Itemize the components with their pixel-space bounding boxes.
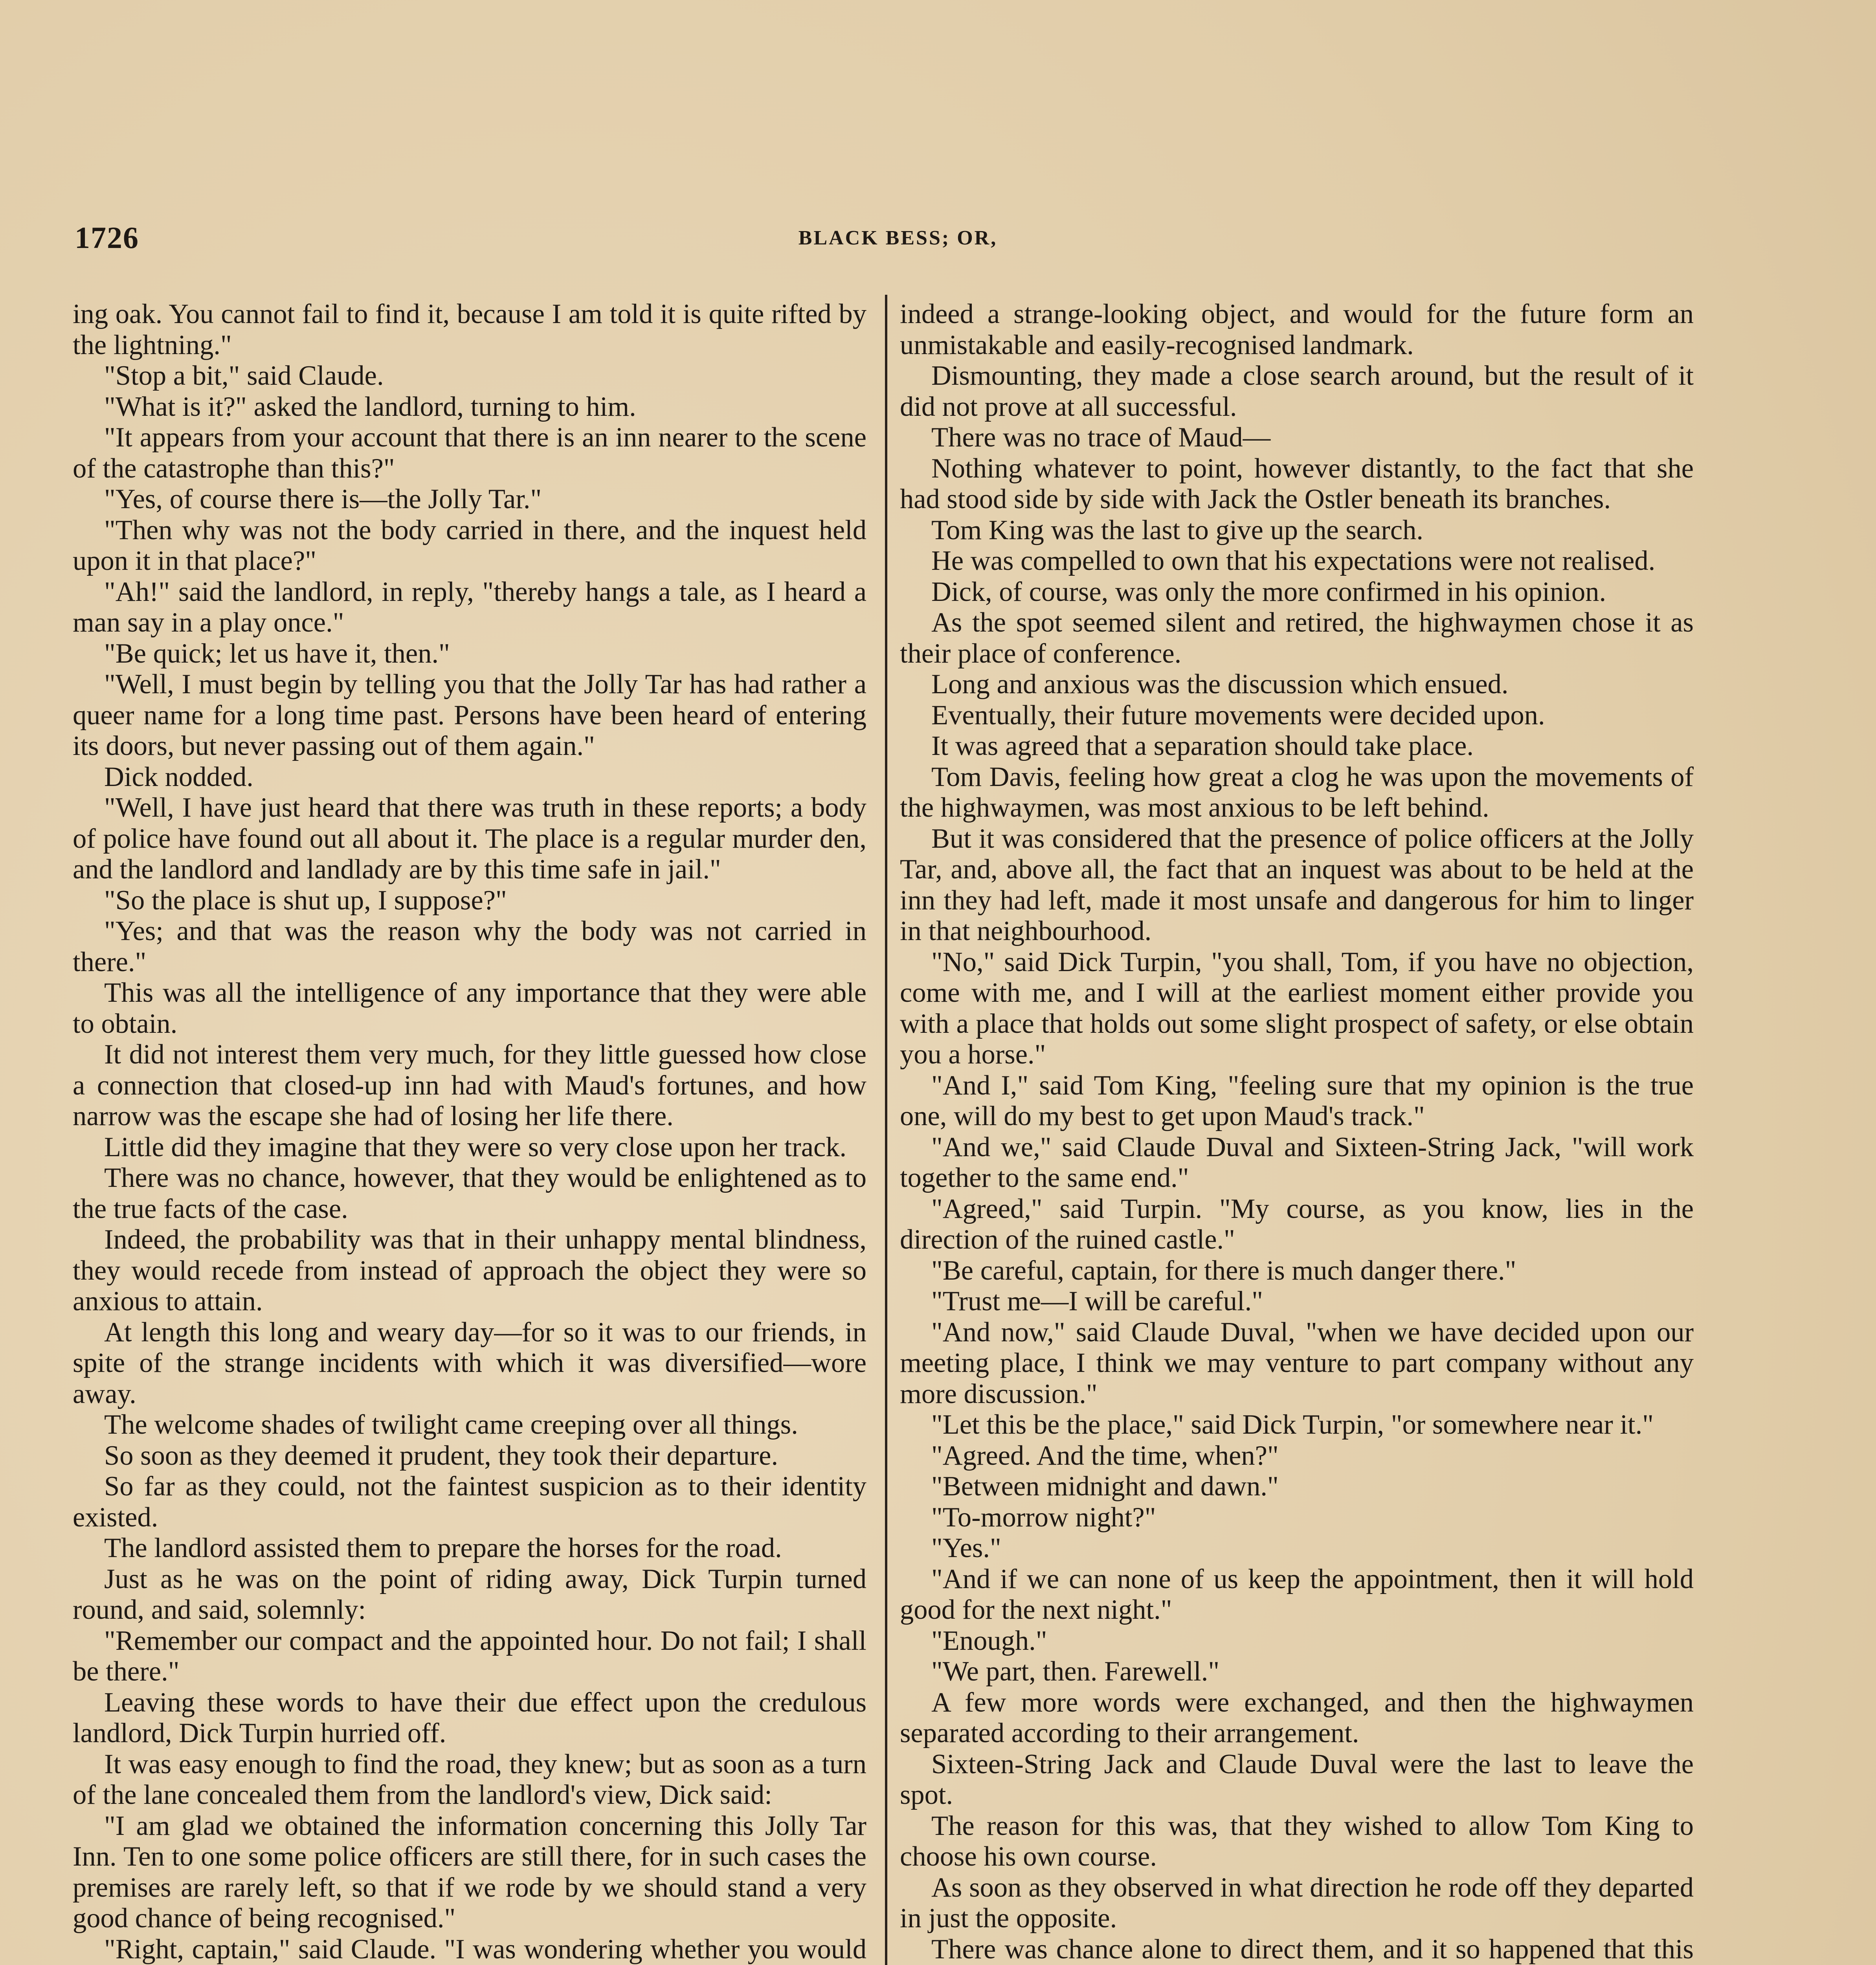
paragraph: Nothing whatever to point, however distantly, to the fact that she had stood side by side with Jack the Ostler beneath its branches. bbox=[900, 453, 1694, 514]
paragraph: "Stop a bit," said Claude. bbox=[104, 360, 384, 391]
paragraph: "Ah!" said the landlord, in reply, "thereby hangs a tale, as I heard a man say in a play once." bbox=[73, 576, 866, 638]
paragraph: "Yes, of course there is—the Jolly Tar." bbox=[104, 484, 542, 514]
paragraph: "I am glad we obtained the information concerning this Jolly Tar Inn. Ten to one some police officers are still there, for in such cases the premises are rarely left, so that if we rode by we should stand a very good chance of being recognised." bbox=[73, 1810, 866, 1934]
left-column bbox=[73, 299, 866, 1965]
paragraph: "Agreed," said Turpin. "My course, as you know, lies in the direction of the ruined castle." bbox=[900, 1193, 1694, 1255]
paragraph: Dismounting, they made a close search around, but the result of it did not prove at all successful. bbox=[900, 360, 1694, 422]
paragraph: "It appears from your account that there is an inn nearer to the scene of the catastrophe than this?" bbox=[73, 422, 866, 484]
paragraph: There was chance alone to direct them, and it so happened that this bbox=[931, 1934, 1694, 1965]
page-header bbox=[75, 220, 1721, 263]
paragraph: There was no trace of Maud— bbox=[931, 422, 1271, 453]
running-title: BLACK BESS; OR, bbox=[798, 227, 998, 249]
paragraph: The welcome shades of twilight came creeping over all things. bbox=[104, 1409, 798, 1440]
paragraph: Sixteen-String Jack and Claude Duval were the last to leave the spot. bbox=[900, 1748, 1694, 1810]
right-column bbox=[900, 299, 1694, 1965]
paragraph: "Be careful, captain, for there is much danger there." bbox=[931, 1255, 1516, 1286]
paragraph: There was no chance, however, that they would be enlightened as to the true facts of the case. bbox=[73, 1162, 866, 1224]
paragraph: So far as they could, not the faintest suspicion as to their identity existed. bbox=[73, 1471, 866, 1533]
paragraph: "And if we can none of us keep the appointment, then it will hold good for the next night." bbox=[900, 1563, 1694, 1625]
paragraph: "No," said Dick Turpin, "you shall, Tom, if you have no objection, come with me, and I will at the earliest moment either provide you with a place that holds out some slight prospect of safety, or else obtain you a horse." bbox=[900, 946, 1694, 1070]
paragraph: But it was considered that the presence of police officers at the Jolly Tar, and, above all, the fact that an inquest was about to be held at the inn they had left, made it most unsafe and dangerous for him to linger in that neighbourhood. bbox=[900, 823, 1694, 946]
paragraph: The reason for this was, that they wished to allow Tom King to choose his own course. bbox=[900, 1810, 1694, 1872]
paragraph: Tom Davis, feeling how great a clog he was upon the movements of the highwaymen, was most anxious to be left behind. bbox=[900, 761, 1694, 823]
paragraph: "Let this be the place," said Dick Turpin, "or somewhere near it." bbox=[931, 1409, 1654, 1440]
paragraph: "What is it?" asked the landlord, turning to him. bbox=[104, 391, 636, 422]
paragraph: "And now," said Claude Duval, "when we have decided upon our meeting place, I think we may venture to part company without any more discussion." bbox=[900, 1317, 1694, 1409]
paragraph: This was all the intelligence of any importance that they were able to obtain. bbox=[73, 977, 866, 1039]
paragraph: At length this long and weary day—for so it was to our friends, in spite of the strange incidents with which it was diversified—wore away. bbox=[73, 1317, 866, 1409]
paragraph: Just as he was on the point of riding away, Dick Turpin turned round, and said, solemnly: bbox=[73, 1563, 866, 1625]
paragraph: As soon as they observed in what direction he rode off they departed in just the opposite. bbox=[900, 1872, 1694, 1934]
paragraph: "Between midnight and dawn." bbox=[931, 1471, 1279, 1502]
paragraph: "Be quick; let us have it, then." bbox=[104, 638, 450, 669]
paragraph: "Yes; and that was the reason why the body was not carried in there." bbox=[73, 916, 866, 977]
page-number: 1726 bbox=[75, 220, 139, 255]
paragraph: Indeed, the probability was that in their unhappy mental blindness, they would recede from instead of approach the object they were so anxious to attain. bbox=[73, 1224, 866, 1317]
paragraph: "Remember our compact and the appointed hour. Do not fail; I shall be there." bbox=[73, 1625, 866, 1687]
paragraph: "We part, then. Farewell." bbox=[931, 1656, 1220, 1687]
paragraph: It did not interest them very much, for they little guessed how close a connection that closed-up inn had with Maud's fortunes, and how narrow was the escape she had of losing her life there. bbox=[73, 1039, 866, 1131]
paragraph: "Well, I must begin by telling you that the Jolly Tar has had rather a queer name for a long time past. Persons have been heard of entering its doors, but never passing out of them again." bbox=[73, 669, 866, 761]
paragraph: Tom King was the last to give up the search. bbox=[931, 514, 1424, 545]
paragraph: Long and anxious was the discussion which ensued. bbox=[931, 669, 1509, 700]
paragraph: It was easy enough to find the road, they knew; but as soon as a turn of the lane concealed them from the landlord's view, Dick said: bbox=[73, 1748, 866, 1810]
paragraph: Little did they imagine that they were so very close upon her track. bbox=[104, 1131, 847, 1162]
paragraph: "To-morrow night?" bbox=[931, 1502, 1156, 1533]
paragraph: "So the place is shut up, I suppose?" bbox=[104, 885, 507, 916]
paragraph: "Well, I have just heard that there was truth in these reports; a body of police have found out all about it. The place is a regular murder den, and the landlord and landlady are by this time safe in jail." bbox=[73, 792, 866, 885]
paragraph: It was agreed that a separation should take place. bbox=[931, 731, 1474, 761]
paragraph: "And we," said Claude Duval and Sixteen-String Jack, "will work together to the same end." bbox=[900, 1131, 1694, 1193]
paragraph: "Yes." bbox=[931, 1533, 1001, 1563]
paragraph: "Right, captain," said Claude. "I was wondering whether you would bbox=[104, 1934, 866, 1965]
paragraph: "Then why was not the body carried in there, and the inquest held upon it in that place?" bbox=[73, 514, 866, 576]
paragraph: indeed a strange-looking object, and would for the future form an unmistakable and easily-recognised landmark. bbox=[900, 299, 1694, 360]
paragraph: He was compelled to own that his expectations were not realised. bbox=[931, 545, 1656, 576]
paragraph: Dick, of course, was only the more confirmed in his opinion. bbox=[931, 576, 1606, 607]
paragraph: "Agreed. And the time, when?" bbox=[931, 1440, 1279, 1471]
paragraph: As the spot seemed silent and retired, the highwaymen chose it as their place of conference. bbox=[900, 607, 1694, 669]
paragraph: Eventually, their future movements were decided upon. bbox=[931, 700, 1545, 731]
paragraph: A few more words were exchanged, and then the highwaymen separated according to their arrangement. bbox=[900, 1687, 1694, 1748]
paragraph: "And I," said Tom King, "feeling sure that my opinion is the true one, will do my best to get upon Maud's track." bbox=[900, 1070, 1694, 1131]
paragraph: ing oak. You cannot fail to find it, because I am told it is quite rifted by the lightning." bbox=[73, 299, 866, 360]
paragraph: "Enough." bbox=[931, 1625, 1047, 1656]
paragraph: Leaving these words to have their due effect upon the credulous landlord, Dick Turpin hurried off. bbox=[73, 1687, 866, 1748]
paragraph: The landlord assisted them to prepare the horses for the road. bbox=[104, 1533, 782, 1563]
paragraph: Dick nodded. bbox=[104, 761, 253, 792]
column-divider bbox=[885, 295, 887, 1965]
paragraph: "Trust me—I will be careful." bbox=[931, 1286, 1263, 1317]
paragraph: So soon as they deemed it prudent, they took their departure. bbox=[104, 1440, 778, 1471]
